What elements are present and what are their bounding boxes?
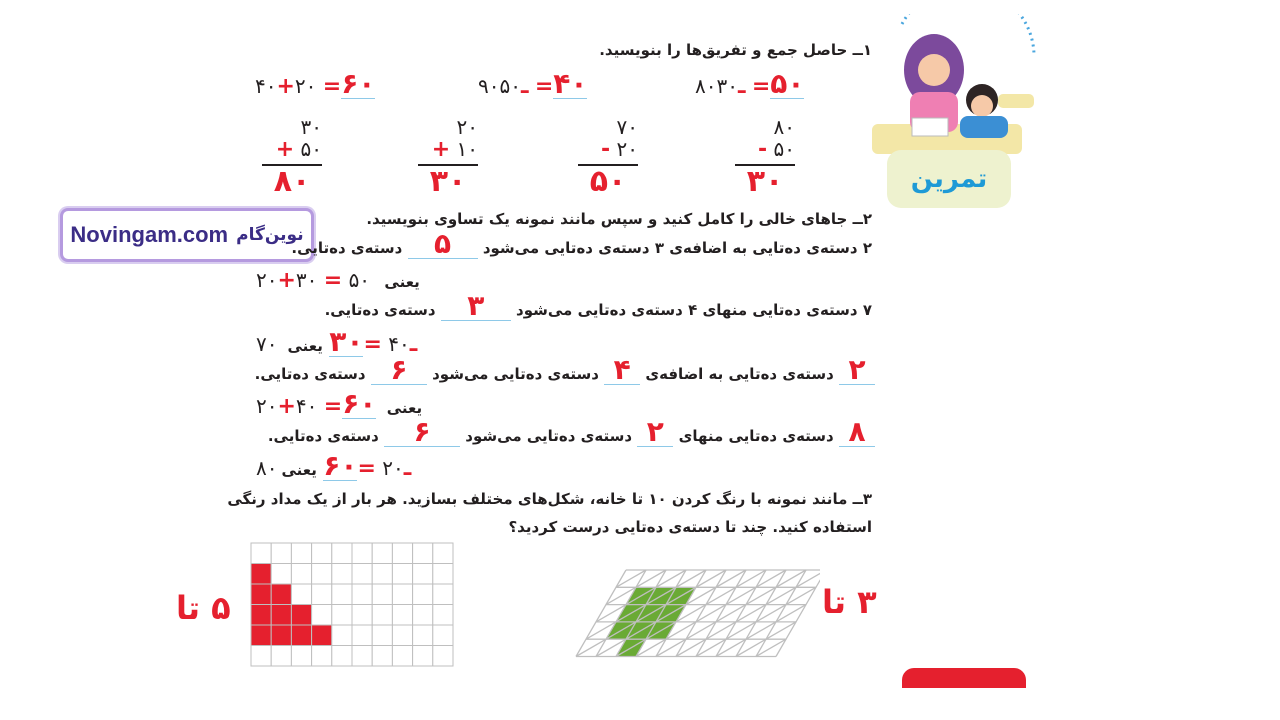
filled-cell (291, 625, 311, 646)
answer-1: ۶۰ (341, 67, 376, 100)
grid-cell (372, 543, 392, 564)
grid-cell (372, 605, 392, 626)
grid-cell (352, 543, 372, 564)
vertical-sum-4: ۸۰ - ۵۰ ۳۰ (735, 116, 795, 198)
grid-cell (352, 605, 372, 626)
triangle-grid (574, 568, 820, 660)
filled-cell (291, 605, 311, 626)
children-reading-illustration (872, 14, 1036, 164)
vertical-sum-1: ۳۰ + ۵۰ ۸۰ (262, 116, 322, 198)
page-tab (902, 668, 1026, 688)
filled-cell (271, 625, 291, 646)
square-grid (250, 542, 454, 670)
grid-cell (332, 584, 352, 605)
row-4: ۸ دسته‌ی ده‌تایی منهای ۲ دسته‌ی ده‌تایی می‌شود ۶ دسته‌ی ده‌تایی. (268, 418, 875, 447)
grid-cell (413, 646, 433, 667)
vertical-answer-4: ۳۰ (746, 164, 784, 199)
equation-2: ۹۰ ـ۵۰ =۴۰ (478, 67, 588, 100)
grid-cell (352, 564, 372, 585)
row-1: ۲ دسته‌ی ده‌تایی به اضافه‌ی ۳ دسته‌ی ده‌تایی می‌شود ۵ دسته‌ی ده‌تایی. (291, 227, 872, 260)
equation-row-2: ۷۰ ـ۴۰ =۳۰ یعنی (256, 325, 418, 358)
grid-cell (352, 625, 372, 646)
vertical-answer-1: ۸۰ (273, 164, 311, 199)
answer-2: ۴۰ (553, 67, 588, 100)
grid-cell (433, 543, 453, 564)
grid-cell (291, 646, 311, 667)
equation-3: ۸۰ ـ۳۰ =۵۰ (695, 67, 805, 100)
grid-cell (291, 564, 311, 585)
equation-row-1: ۲۰+۳۰ = ۵۰ یعنی (256, 268, 420, 293)
grid-cell (332, 605, 352, 626)
grid-cell (251, 646, 271, 667)
grid-cell (392, 646, 412, 667)
grid-cell (352, 646, 372, 667)
grid-cell (433, 646, 453, 667)
grid-cell (392, 543, 412, 564)
grid-cell (332, 543, 352, 564)
grid-cell (312, 646, 332, 667)
grid-cell (392, 625, 412, 646)
grid-cell (433, 625, 453, 646)
equation-row-2-answer: ۳۰ (329, 325, 364, 358)
grid-cell (392, 564, 412, 585)
exercise-badge: تمرین (887, 150, 1011, 208)
square-grid-cells (251, 543, 453, 666)
grid-cell (251, 543, 271, 564)
grid-cell (271, 646, 291, 667)
vertical-answer-2: ۳۰ (429, 164, 467, 199)
grid-cell (372, 564, 392, 585)
grid-cell (392, 584, 412, 605)
section3-line-1: ۳ــ مانند نمونه با رنگ کردن ۱۰ تا خانه، شکل‌های مختلف بسازید. هر بار از یک مداد رنگی (227, 490, 872, 508)
novingam-logo[interactable]: Novingam.com نوین‌گام (60, 208, 314, 262)
grid-cell (433, 584, 453, 605)
grid-cell (312, 584, 332, 605)
vertical-sum-2: ۲۰ + ۱۰ ۳۰ (418, 116, 478, 198)
row-3: ۲ دسته‌ی ده‌تایی به اضافه‌ی ۴ دسته‌ی ده‌تایی می‌شود ۶ دسته‌ی ده‌تایی. (255, 356, 875, 385)
row-2-answer: ۳ (467, 289, 485, 322)
grid-cell (312, 605, 332, 626)
grid-answer: ۵ تا (176, 589, 231, 627)
filled-cell (271, 584, 291, 605)
grid-cell (413, 543, 433, 564)
filled-cell (251, 564, 271, 585)
filled-cell (251, 625, 271, 646)
grid-cell (291, 584, 311, 605)
triangle-grid-lines (576, 570, 820, 657)
filled-cell (251, 584, 271, 605)
equation-row-4-answer: ۶۰ (323, 449, 358, 482)
grid-cell (433, 605, 453, 626)
grid-cell (271, 543, 291, 564)
triangle-answer: ۳ تا (822, 583, 877, 621)
vertical-sum-3: ۷۰ - ۲۰ ۵۰ (578, 116, 638, 198)
grid-cell (413, 625, 433, 646)
row-2: ۷ دسته‌ی ده‌تایی منهای ۴ دسته‌ی ده‌تایی می‌شود ۳ دسته‌ی ده‌تایی. (324, 289, 872, 322)
grid-cell (332, 564, 352, 585)
grid-cell (372, 646, 392, 667)
grid-cell (392, 605, 412, 626)
filled-cell (312, 625, 332, 646)
equation-row-3: ۲۰+۴۰ =۶۰ یعنی (256, 387, 423, 420)
equation-row-3-answer: ۶۰ (342, 387, 377, 420)
grid-cell (271, 564, 291, 585)
grid-cell (312, 564, 332, 585)
equation-row-4: ۸۰ ـ۲۰ =۶۰ یعنی (256, 449, 412, 482)
section2-title: ۲ــ جاهای خالی را کامل کنید و سپس مانند نمونه یک تساوی بنویسید. (366, 210, 872, 228)
answer-3: ۵۰ (770, 67, 805, 100)
grid-cell (332, 625, 352, 646)
grid-cell (372, 584, 392, 605)
row-1-answer: ۵ (434, 227, 452, 260)
section1-title: ۱ــ حاصل جمع و تفریق‌ها را بنویسید. (599, 41, 872, 59)
grid-cell (352, 584, 372, 605)
section3-line-2: استفاده کنید. چند تا دسته‌ی ده‌تایی درست کردید؟ (508, 518, 872, 536)
grid-cell (413, 564, 433, 585)
filled-cell (271, 605, 291, 626)
vertical-answer-3: ۵۰ (589, 164, 627, 199)
grid-cell (291, 543, 311, 564)
filled-cell (251, 605, 271, 626)
grid-cell (433, 564, 453, 585)
grid-cell (413, 584, 433, 605)
grid-cell (332, 646, 352, 667)
grid-cell (413, 605, 433, 626)
grid-cell (372, 625, 392, 646)
equation-1: ۴۰+۲۰ =۶۰ (255, 67, 376, 100)
grid-cell (312, 543, 332, 564)
